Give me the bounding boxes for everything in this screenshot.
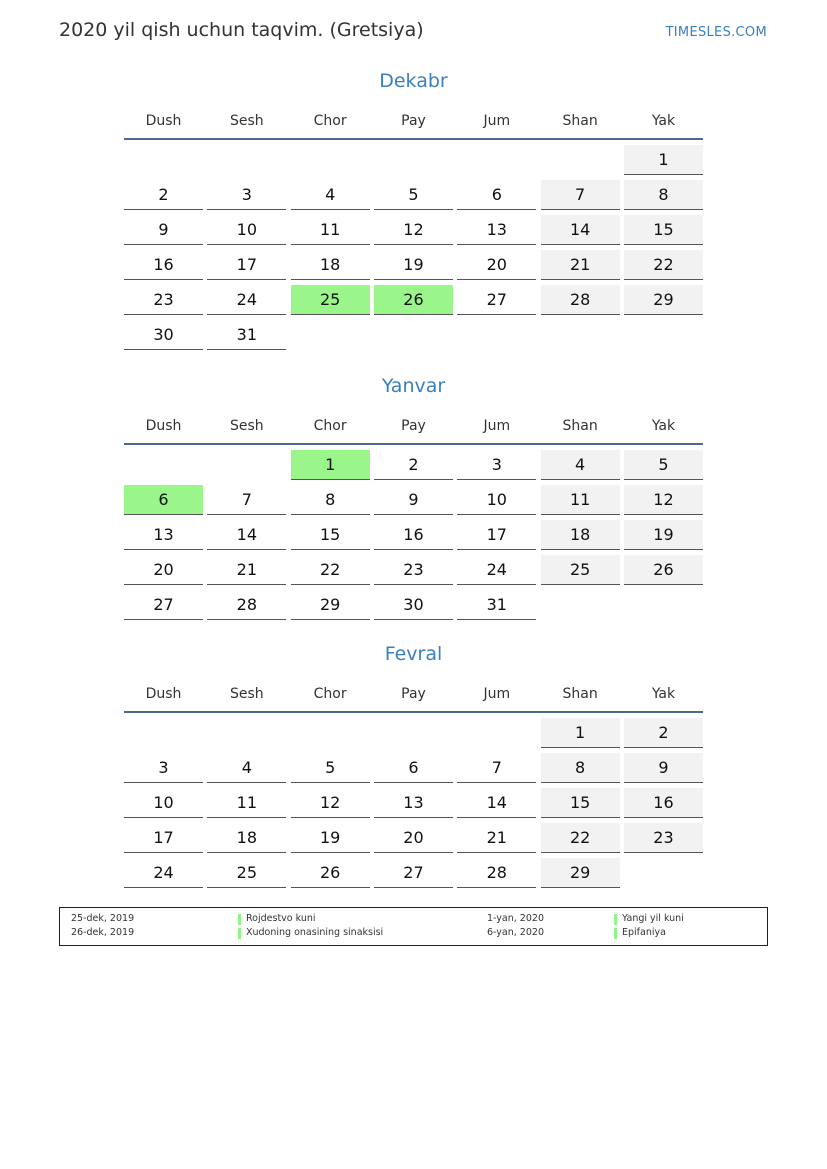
day-cell: 20 <box>374 823 453 853</box>
legend-date: 6-yan, 2020 <box>487 927 544 938</box>
legend-holiday-name: Yangi yil kuni <box>622 913 684 924</box>
day-cell: 15 <box>541 788 620 818</box>
day-cell: 18 <box>541 520 620 550</box>
day-cell: 20 <box>124 555 203 585</box>
weekday-label: Pay <box>401 113 426 129</box>
month-february <box>124 643 703 888</box>
day-cell: 5 <box>624 450 703 480</box>
day-cell: 27 <box>124 590 203 620</box>
legend-holiday-name: Epifaniya <box>622 927 666 938</box>
weekday-label: Chor <box>313 113 347 129</box>
page-title: 2020 yil qish uchun taqvim. (Gretsiya) <box>59 19 424 41</box>
day-cell: 5 <box>291 753 370 783</box>
weekday-header <box>124 411 703 441</box>
day-cell: 19 <box>624 520 703 550</box>
day-cell: 26 <box>624 555 703 585</box>
day-cell: 2 <box>124 180 203 210</box>
day-cell: 21 <box>207 555 286 585</box>
empty-cell <box>291 145 370 174</box>
day-cell: 30 <box>124 320 203 350</box>
weekday-label: Sesh <box>229 113 264 129</box>
month-title: Yanvar <box>381 375 446 397</box>
weekday-label: Dush <box>145 113 182 129</box>
weekday-label: Yak <box>651 418 676 434</box>
legend-date: 1-yan, 2020 <box>487 913 544 924</box>
day-cell: 14 <box>457 788 536 818</box>
weekday-label: Shan <box>562 418 598 434</box>
day-cell: 23 <box>624 823 703 853</box>
weekday-header <box>124 679 703 709</box>
day-cell: 16 <box>124 250 203 280</box>
day-cell: 10 <box>124 788 203 818</box>
day-cell: 24 <box>124 858 203 888</box>
day-cell: 27 <box>457 285 536 315</box>
weekday-label: Pay <box>401 418 426 434</box>
day-cell: 26 <box>291 858 370 888</box>
weekday-label: Yak <box>651 113 676 129</box>
day-cell: 19 <box>291 823 370 853</box>
legend-date: 25-dek, 2019 <box>71 913 135 924</box>
weekday-label: Dush <box>145 686 182 702</box>
day-cell: 10 <box>457 485 536 515</box>
weekday-label: Shan <box>562 113 598 129</box>
empty-cell <box>457 718 536 747</box>
day-cell: 5 <box>374 180 453 210</box>
weekday-label: Yak <box>651 686 676 702</box>
day-cell: 10 <box>207 215 286 245</box>
legend-date: 26-dek, 2019 <box>71 927 135 938</box>
weekday-label: Jum <box>483 113 511 129</box>
weekday-label: Pay <box>401 686 426 702</box>
day-cell: 15 <box>291 520 370 550</box>
weekday-label: Dush <box>145 418 182 434</box>
day-cell: 29 <box>541 858 620 888</box>
holiday-day-cell: 26 <box>374 285 453 315</box>
empty-cell <box>541 145 620 174</box>
day-cell: 15 <box>624 215 703 245</box>
day-cell: 3 <box>124 753 203 783</box>
day-cell: 19 <box>374 250 453 280</box>
day-cell: 2 <box>374 450 453 480</box>
day-cell: 12 <box>291 788 370 818</box>
day-cell: 17 <box>207 250 286 280</box>
day-cell: 22 <box>291 555 370 585</box>
empty-cell <box>124 450 203 479</box>
day-grid <box>124 450 703 620</box>
weekday-label: Jum <box>483 686 511 702</box>
day-cell: 23 <box>374 555 453 585</box>
day-cell: 3 <box>207 180 286 210</box>
weekday-label: Chor <box>313 418 347 434</box>
day-cell: 12 <box>374 215 453 245</box>
day-cell: 18 <box>207 823 286 853</box>
day-cell: 2 <box>624 718 703 748</box>
day-cell: 22 <box>541 823 620 853</box>
day-cell: 9 <box>124 215 203 245</box>
holiday-day-cell: 1 <box>291 450 370 480</box>
weekday-label: Shan <box>562 686 598 702</box>
header-divider <box>124 711 703 713</box>
day-cell: 28 <box>207 590 286 620</box>
day-grid <box>124 718 703 888</box>
weekday-label: Sesh <box>229 418 264 434</box>
header-divider <box>124 138 703 140</box>
day-cell: 29 <box>291 590 370 620</box>
day-cell: 20 <box>457 250 536 280</box>
day-cell: 13 <box>457 215 536 245</box>
day-cell: 4 <box>541 450 620 480</box>
day-cell: 17 <box>457 520 536 550</box>
weekday-label: Jum <box>483 418 511 434</box>
empty-cell <box>374 145 453 174</box>
day-cell: 25 <box>207 858 286 888</box>
day-cell: 11 <box>207 788 286 818</box>
day-cell: 28 <box>541 285 620 315</box>
empty-cell <box>207 718 286 747</box>
day-cell: 16 <box>374 520 453 550</box>
day-cell: 21 <box>541 250 620 280</box>
day-grid <box>124 145 703 350</box>
day-cell: 9 <box>624 753 703 783</box>
day-cell: 7 <box>541 180 620 210</box>
day-cell: 12 <box>624 485 703 515</box>
legend-marker <box>238 928 241 939</box>
day-cell: 4 <box>207 753 286 783</box>
day-cell: 24 <box>207 285 286 315</box>
legend-marker <box>614 914 617 925</box>
brand-link[interactable]: TIMESLES.COM <box>665 25 767 40</box>
weekday-label: Sesh <box>229 686 264 702</box>
legend-marker <box>238 914 241 925</box>
empty-cell <box>457 145 536 174</box>
holiday-day-cell: 25 <box>291 285 370 315</box>
day-cell: 18 <box>291 250 370 280</box>
day-cell: 6 <box>457 180 536 210</box>
day-cell: 7 <box>207 485 286 515</box>
day-cell: 21 <box>457 823 536 853</box>
day-cell: 25 <box>541 555 620 585</box>
day-cell: 8 <box>541 753 620 783</box>
day-cell: 31 <box>207 320 286 350</box>
day-cell: 8 <box>291 485 370 515</box>
day-cell: 14 <box>207 520 286 550</box>
holiday-legend <box>59 907 768 946</box>
month-title: Dekabr <box>379 70 448 92</box>
day-cell: 11 <box>291 215 370 245</box>
weekday-label: Chor <box>313 686 347 702</box>
legend-marker <box>614 928 617 939</box>
day-cell: 6 <box>374 753 453 783</box>
day-cell: 27 <box>374 858 453 888</box>
day-cell: 16 <box>624 788 703 818</box>
legend-holiday-name: Rojdestvo kuni <box>246 913 316 924</box>
day-cell: 13 <box>374 788 453 818</box>
day-cell: 4 <box>291 180 370 210</box>
day-cell: 13 <box>124 520 203 550</box>
day-cell: 24 <box>457 555 536 585</box>
day-cell: 9 <box>374 485 453 515</box>
empty-cell <box>207 450 286 479</box>
day-cell: 14 <box>541 215 620 245</box>
month-december <box>124 70 703 350</box>
day-cell: 30 <box>374 590 453 620</box>
day-cell: 8 <box>624 180 703 210</box>
day-cell: 1 <box>541 718 620 748</box>
weekday-header <box>124 106 703 136</box>
empty-cell <box>207 145 286 174</box>
legend-holiday-name: Xudoning onasining sinaksisi <box>246 927 384 938</box>
day-cell: 7 <box>457 753 536 783</box>
day-cell: 17 <box>124 823 203 853</box>
empty-cell <box>124 718 203 747</box>
empty-cell <box>124 145 203 174</box>
month-title: Fevral <box>384 643 443 665</box>
day-cell: 1 <box>624 145 703 175</box>
day-cell: 28 <box>457 858 536 888</box>
month-january <box>124 375 703 620</box>
day-cell: 29 <box>624 285 703 315</box>
day-cell: 23 <box>124 285 203 315</box>
empty-cell <box>291 718 370 747</box>
header-divider <box>124 443 703 445</box>
day-cell: 3 <box>457 450 536 480</box>
day-cell: 22 <box>624 250 703 280</box>
day-cell: 11 <box>541 485 620 515</box>
empty-cell <box>374 718 453 747</box>
holiday-day-cell: 6 <box>124 485 203 515</box>
day-cell: 31 <box>457 590 536 620</box>
